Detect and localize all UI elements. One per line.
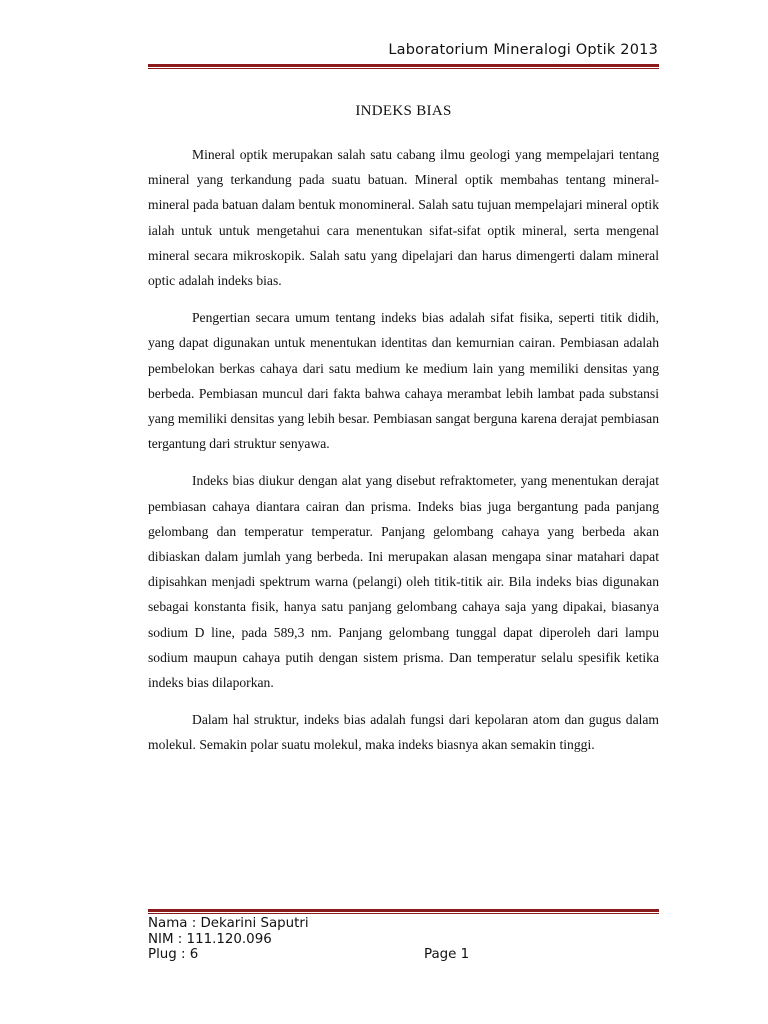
document-title: INDEKS BIAS [355, 103, 452, 119]
paragraph: Dalam hal struktur, indeks bias adalah fungsi dari kepolaran atom dan gugus dalam molekul. Semakin polar suatu molekul, maka indeks biasnya akan semakin tinggi. [148, 712, 659, 753]
document-body [148, 142, 659, 770]
page-number: Page 1 [424, 947, 470, 962]
header-divider [148, 64, 659, 69]
footer-info [148, 916, 309, 963]
paragraph: Indeks bias diukur dengan alat yang disebut refraktometer, yang menentukan derajat pembiasan cahaya diantara cairan dan prisma. Indeks bias juga bergantung pada panjang gelombang dan temperatur temperatur. Panjang gelombang cahaya yang berbeda akan dibiaskan dalam jumlah yang berbeda. Ini merupakan alasan mengapa sinar matahari dapat dipisahkan menjadi spektrum warna (pelangi) oleh titik-titik air. Bila indeks bias digunakan sebagai konstanta fisik, hanya satu panjang gelombang cahaya saja yang dipakai, biasanya sodium D line, pada 589,3 nm. Panjang gelombang tunggal dapat diperoleh dari lampu sodium maupun cahaya putih dengan sistem prisma. Dan temperatur selalu spesifik ketika indeks bias dilaporkan. [148, 473, 659, 691]
footer-divider [148, 909, 659, 914]
paragraph: Mineral optik merupakan salah satu cabang ilmu geologi yang mempelajari tentang mineral yang terkandung pada suatu batuan. Mineral optik membahas tentang mineral- mineral pada batuan dalam bentuk monomineral. Salah satu tujuan mempelajari mineral optik ialah untuk untuk mengetahui cara menentukan sifat-sifat optik mineral, serta mengenal mineral secara mikroskopik. Salah satu yang dipelajari dan harus dimengerti dalam mineral optic adalah indeks bias. [148, 147, 659, 289]
paragraph: Pengertian secara umum tentang indeks bias adalah sifat fisika, seperti titik didih, yang dapat digunakan untuk menentukan identitas dan kemurnian cairan. Pembiasan adalah pembelokan berkas cahaya dari satu medium ke medium lain yang memiliki densitas yang berbeda. Pembiasan muncul dari fakta bahwa cahaya merambat lebih lambat pada substansi yang memiliki densitas yang lebih besar. Pembiasan sangat berguna karena derajat pembiasan tergantung dari struktur senyawa. [148, 310, 659, 452]
running-header: Laboratorium Mineralogi Optik 2013 [388, 42, 658, 58]
footer-nim: NIM : 111.120.096 [148, 931, 272, 947]
footer-nama: Nama : Dekarini Saputri [148, 916, 309, 931]
footer-plug: Plug : 6 [148, 947, 199, 962]
